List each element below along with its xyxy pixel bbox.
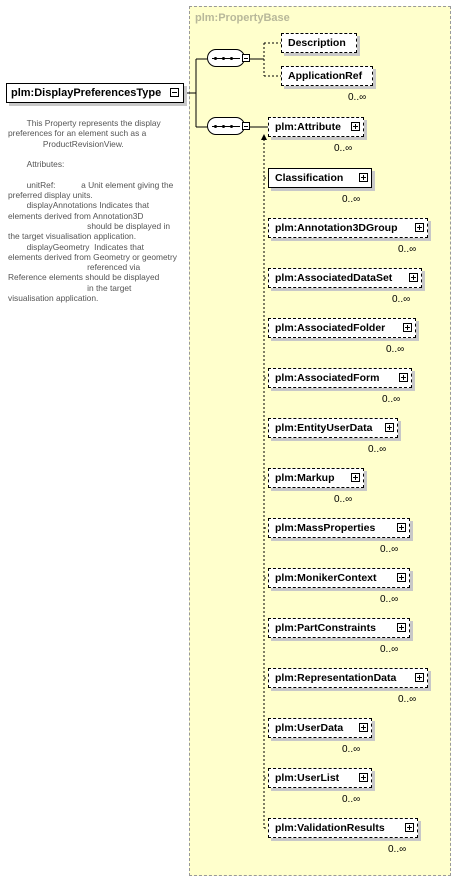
collapse-icon[interactable] bbox=[170, 88, 179, 97]
annotation-line: This Property represents the display preferences for an element such as a bbox=[8, 118, 164, 139]
element-box[interactable] bbox=[268, 218, 428, 238]
cardinality-label: 0..∞ bbox=[342, 744, 361, 755]
element-label: plm:RepresentationData bbox=[275, 672, 397, 684]
annotation-text bbox=[8, 118, 180, 303]
element-label: plm:Annotation3DGroup bbox=[275, 222, 398, 234]
element-box[interactable] bbox=[268, 518, 410, 538]
element-box[interactable] bbox=[268, 418, 398, 438]
annotation-line: visualisation application. bbox=[8, 293, 99, 304]
collapse-icon[interactable] bbox=[242, 122, 250, 130]
expand-icon[interactable] bbox=[385, 423, 394, 432]
element-box[interactable] bbox=[268, 668, 428, 688]
element-box[interactable] bbox=[268, 117, 364, 137]
element-box[interactable] bbox=[268, 618, 410, 638]
cardinality-label: 0..∞ bbox=[348, 92, 367, 103]
cardinality-label: 0..∞ bbox=[398, 244, 417, 255]
cardinality-label: 0..∞ bbox=[342, 794, 361, 805]
element-label: plm:Attribute bbox=[275, 121, 341, 133]
element-box[interactable] bbox=[268, 368, 412, 388]
element-label: plm:UserList bbox=[275, 772, 340, 784]
cardinality-label: 0..∞ bbox=[398, 694, 417, 705]
element-label: plm:MonikerContext bbox=[275, 572, 377, 584]
cardinality-label: 0..∞ bbox=[380, 644, 399, 655]
expand-icon[interactable] bbox=[359, 773, 368, 782]
element-box[interactable] bbox=[281, 66, 373, 86]
expand-icon[interactable] bbox=[409, 273, 418, 282]
cardinality-label: 0..∞ bbox=[368, 444, 387, 455]
cardinality-label: 0..∞ bbox=[334, 143, 353, 154]
sequence-compositor-top bbox=[207, 49, 245, 67]
expand-icon[interactable] bbox=[403, 323, 412, 332]
cardinality-label: 0..∞ bbox=[380, 544, 399, 555]
cardinality-label: 0..∞ bbox=[392, 294, 411, 305]
element-label: plm:EntityUserData bbox=[275, 422, 373, 434]
cardinality-label: 0..∞ bbox=[382, 394, 401, 405]
expand-icon[interactable] bbox=[351, 473, 360, 482]
group-title: plm:PropertyBase bbox=[195, 12, 290, 24]
expand-icon[interactable] bbox=[415, 223, 424, 232]
annotation-line: referenced via bbox=[8, 262, 141, 273]
element-label: plm:PartConstraints bbox=[275, 622, 376, 634]
element-label: Description bbox=[288, 37, 346, 49]
annotation-line: displayGeometry Indicates that elements derived from Geometry or geometry bbox=[8, 241, 177, 262]
annotation-line bbox=[8, 169, 180, 179]
element-label: plm:UserData bbox=[275, 722, 344, 734]
cardinality-label: 0..∞ bbox=[334, 494, 353, 505]
annotation-line: should be displayed in the target visualisation application. bbox=[8, 220, 173, 242]
cardinality-label: 0..∞ bbox=[388, 844, 407, 855]
element-box[interactable] bbox=[268, 768, 372, 788]
element-box[interactable] bbox=[268, 168, 372, 188]
annotation-line: Reference elements should be displayed bbox=[8, 272, 160, 283]
annotation-line: ProductRevisionView. bbox=[8, 138, 124, 149]
element-label: plm:Markup bbox=[275, 472, 335, 484]
expand-icon[interactable] bbox=[359, 723, 368, 732]
element-label: ApplicationRef bbox=[288, 70, 363, 82]
expand-icon[interactable] bbox=[351, 122, 360, 131]
element-box[interactable] bbox=[268, 718, 372, 738]
element-label: plm:MassProperties bbox=[275, 522, 376, 534]
sequence-compositor-bottom bbox=[207, 117, 245, 135]
expand-icon[interactable] bbox=[397, 523, 406, 532]
root-element-label: plm:DisplayPreferencesType bbox=[11, 87, 162, 99]
expand-icon[interactable] bbox=[359, 173, 368, 182]
element-box[interactable] bbox=[268, 568, 410, 588]
element-label: Classification bbox=[275, 172, 344, 184]
element-label: plm:AssociatedDataSet bbox=[275, 272, 393, 284]
cardinality-label: 0..∞ bbox=[342, 194, 361, 205]
expand-icon[interactable] bbox=[405, 823, 414, 832]
expand-icon[interactable] bbox=[397, 573, 406, 582]
expand-icon[interactable] bbox=[415, 673, 424, 682]
element-label: plm:AssociatedForm bbox=[275, 372, 380, 384]
cardinality-label: 0..∞ bbox=[380, 594, 399, 605]
annotation-line: unitRef: a Unit element giving the preferred display units. bbox=[8, 179, 176, 201]
expand-icon[interactable] bbox=[399, 373, 408, 382]
element-box[interactable] bbox=[268, 468, 364, 488]
annotation-line: in the target bbox=[8, 282, 132, 293]
element-box[interactable] bbox=[268, 818, 418, 838]
root-element-box[interactable] bbox=[6, 83, 184, 103]
annotation-line bbox=[8, 149, 180, 159]
collapse-icon[interactable] bbox=[242, 54, 250, 62]
annotation-line: displayAnnotations Indicates that elements derived from Annotation3D bbox=[8, 200, 152, 221]
expand-icon[interactable] bbox=[397, 623, 406, 632]
element-box[interactable] bbox=[268, 268, 422, 288]
element-label: plm:AssociatedFolder bbox=[275, 322, 386, 334]
cardinality-label: 0..∞ bbox=[386, 344, 405, 355]
element-box[interactable] bbox=[281, 33, 357, 53]
element-label: plm:ValidationResults bbox=[275, 822, 385, 834]
annotation-line: Attributes: bbox=[8, 159, 65, 170]
element-box[interactable] bbox=[268, 318, 416, 338]
